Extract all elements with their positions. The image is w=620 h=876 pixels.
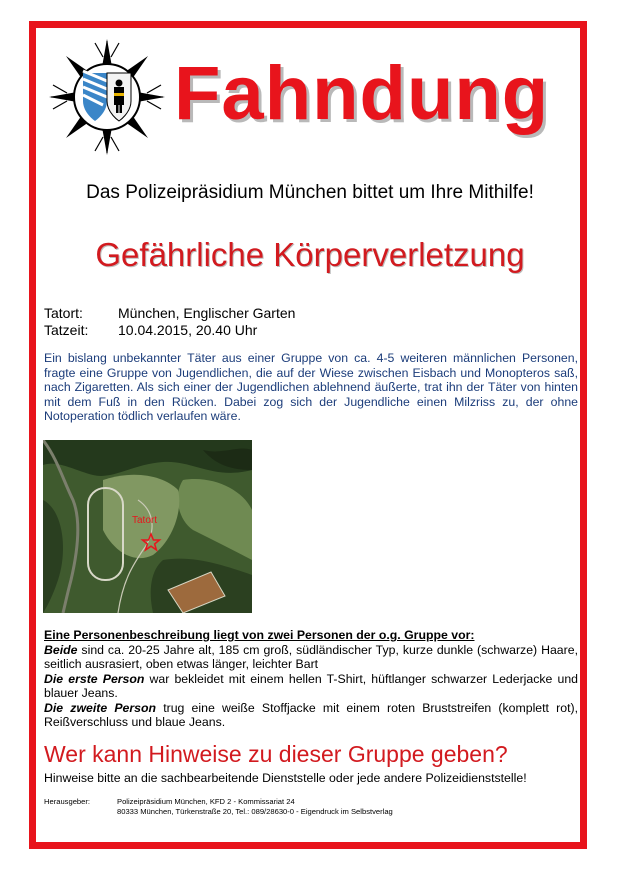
publisher-block — [44, 797, 393, 817]
incident-description: Ein bislang unbekannter Täter aus einer Gruppe von ca. 4-5 weiteren männlichen Personen, fragte eine Gruppe von Jugendlichen, die auf der Wiese zwischen Eisbach und Monopteros saß, nach Zigaretten. Als sich einer der Jugendlichen ablehnend äußerte, trat ihn der Täter von hinten mit dem Fuß in den Rücken. Dabei zog sich der Jugendliche einen Milzriss zu, der ohne Notoperation tödlich verlaufen wäre. — [44, 351, 578, 423]
publisher-address — [117, 797, 393, 817]
call-for-tips-heading: Wer kann Hinweise zu dieser Gruppe geben? — [44, 741, 508, 767]
persons-first-text: war bekleidet mit einem hellen T-Shirt, hüftlanger schwarzer Lederjacke und blauer Jeans. — [44, 671, 578, 700]
persons-both — [44, 643, 578, 672]
subtitle: Das Polizeipräsidium München bittet um Ihre Mithilfe! — [86, 182, 534, 203]
persons-first-label: Die erste Person — [44, 671, 145, 686]
publisher-line-1: Polizeipräsidium München, KFD 2 - Kommissariat 24 — [117, 797, 295, 806]
publisher-label: Herausgeber: — [44, 797, 91, 806]
publisher-line-2: 80333 München, Türkenstraße 20, Tel.: 089/28630-0 - Eigendruck im Selbstverlag — [117, 807, 393, 816]
fact-label: Tatort: — [44, 305, 83, 321]
persons-both-label: Beide — [44, 642, 78, 657]
tips-instruction: Hinweise bitte an die sachbearbeitende Dienststelle oder jede andere Polizeidienststelle! — [44, 771, 527, 785]
persons-first — [44, 672, 578, 701]
persons-second-label: Die zweite Person — [44, 700, 157, 715]
fact-row-tatort — [44, 305, 295, 322]
persons-both-text: sind ca. 20-25 Jahre alt, 185 cm groß, südländischer Typ, kurze dunkle (schwarze) Haare, seitlich ausrasiert, oben etwas länger, leichter Bart — [44, 642, 578, 671]
case-facts — [44, 305, 295, 339]
headline-fahndung: Fahndung — [174, 51, 550, 136]
person-descriptions — [44, 628, 578, 730]
persons-second-text: trug eine weiße Stoffjacke mit einem roten Bruststreifen (komplett rot), Reißverschluss und blaue Jeans. — [44, 700, 578, 729]
police-star-badge-icon — [46, 36, 168, 158]
fact-row-tatzeit — [44, 322, 295, 339]
persons-second — [44, 701, 578, 730]
map-tatort-label: Tatort — [132, 515, 158, 526]
crime-type-title: Gefährliche Körperverletzung — [95, 236, 525, 273]
fact-value: 10.04.2015, 20.40 Uhr — [118, 322, 258, 338]
fact-label: Tatzeit: — [44, 322, 89, 338]
fact-value: München, Englischer Garten — [118, 305, 296, 321]
aerial-map-image — [43, 440, 252, 613]
persons-heading: Eine Personenbeschreibung liegt von zwei Personen der o.g. Gruppe vor: — [44, 628, 475, 642]
